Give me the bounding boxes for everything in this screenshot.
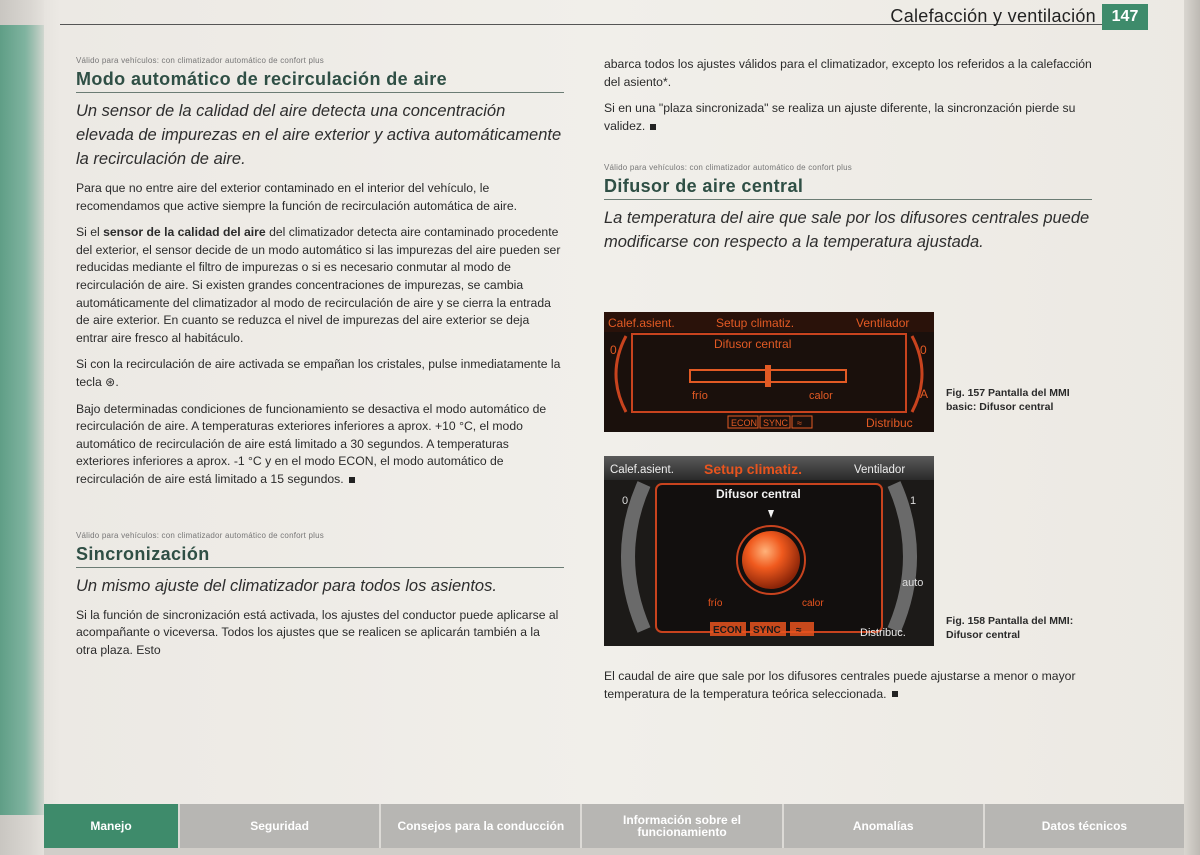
text-run: Si el: [76, 225, 104, 240]
econ-button-label: ECON: [713, 625, 742, 636]
body-paragraph: [604, 100, 1092, 135]
fan-mode: auto: [902, 577, 924, 589]
right-value: 0: [920, 343, 927, 357]
left-column: [76, 56, 564, 659]
left-value: 0: [622, 495, 629, 507]
label-cold: frío: [708, 598, 723, 609]
right-column: [604, 56, 1092, 254]
page-edge: [1184, 0, 1200, 855]
chapter-navigation: [44, 804, 1184, 848]
label-warm: calor: [802, 598, 824, 609]
figure-mmi-basic-screen: [604, 312, 934, 432]
section-title-recirculation: Modo automático de recirculación de aire: [76, 69, 564, 93]
validity-note: Válido para vehículos: con climatizador automático de confort plus: [76, 56, 324, 65]
end-of-section-mark: [650, 124, 656, 130]
page-bottom-edge: [44, 848, 1184, 855]
defrost-button-label: ≈: [796, 625, 802, 636]
sync-button-label: SYNC: [753, 625, 781, 636]
screen-title: Difusor central: [716, 487, 801, 501]
body-paragraph: [76, 401, 564, 489]
screen-title: Difusor central: [714, 337, 792, 351]
text-run: del climatizador detecta aire contaminado procedente del exterior, el sensor decide de un modo automático si las impurezas del aire pueden ser reducidas mediante el filtro de impurezas o si es necesario conmutar al modo de recirculación de aire. Si existen grandes concentraciones de impurezas, se cambia automáticamente del climatizador al modo de recirculación de aire y se cierra la entrada de aire exterior. En cuanto se reduzca el nivel de impurezas del aire exterior se deja entrar aire fresco al habitáculo.: [76, 225, 561, 345]
body-paragraph: [604, 668, 1080, 703]
defrost-button-label: ≈: [797, 418, 802, 428]
running-header: Calefacción y ventilación: [890, 6, 1096, 26]
lead-paragraph: Un mismo ajuste del climatizador para todos los asientos.: [76, 576, 497, 595]
body-paragraph: abarca todos los ajustes válidos para el climatizador, excepto los referidos a la calefacción del asiento*.: [604, 57, 1092, 89]
menu-item-fan: Ventilador: [856, 316, 910, 330]
lead-paragraph: La temperatura del aire que sale por los difusores centrales puede modificarse con respecto a la temperatura ajustada.: [604, 209, 1090, 252]
text-run: Bajo determinadas condiciones de funcionamiento se desactiva el modo automático de recirculación de aire. A temperaturas exteriores inferiores a aprox. +10 °C, el modo automático de recirculación de aire está limitado a 30 segundos. A temperaturas exteriores inferiores a aprox. -1 °C y en el modo ECON, el modo automático de recirculación de aire está limitado a 15 segundos.: [76, 401, 547, 486]
chapter-edge-marker: [0, 25, 44, 815]
validity-note: Válido para vehículos: con climatizador automático de confort plus: [76, 530, 324, 540]
menu-item-distribution: Distribuc: [866, 416, 913, 430]
menu-item-seat-heating: Calef.asient.: [608, 316, 675, 330]
tab-seguridad[interactable]: Seguridad: [180, 804, 381, 848]
right-bottom-value: A: [920, 387, 929, 401]
sync-button-label: SYNC: [763, 418, 789, 428]
validity-note: Válido para vehículos: con climatizador automático de confort plus: [604, 163, 852, 173]
section-title-central-vent: Difusor de aire central: [604, 176, 1092, 200]
bold-term: sensor de la calidad del aire: [103, 225, 266, 240]
figure-caption: Fig. 158 Pantalla del MMI: Difusor central: [946, 615, 1074, 641]
menu-item-setup: Setup climatiz.: [704, 461, 803, 477]
menu-item-distribution: Distribuc.: [860, 627, 906, 639]
menu-item-seat-heating: Calef.asient.: [610, 464, 674, 476]
end-of-section-mark: [349, 477, 355, 483]
label-cold: frío: [692, 390, 708, 402]
body-paragraph: Para que no entre aire del exterior contaminado en el interior del vehículo, le recomendamos que active siempre la función de recirculación automática de aire.: [76, 181, 518, 213]
figure-caption: Fig. 157 Pantalla del MMI basic: Difusor central: [946, 387, 1070, 413]
right-value: 1: [910, 495, 917, 507]
econ-button-label: ECON: [731, 418, 758, 428]
menu-item-fan: Ventilador: [854, 464, 906, 476]
tab-manejo[interactable]: Manejo: [44, 804, 180, 848]
temperature-knob[interactable]: [742, 531, 800, 589]
tab-informacion[interactable]: Información sobre el funcionamiento: [582, 804, 783, 848]
text-run: El caudal de aire que sale por los difusores centrales puede ajustarse a menor o mayor temperatura de la temperatura teórica seleccionada.: [604, 669, 1076, 701]
temp-slider-thumb[interactable]: [765, 365, 771, 387]
mmi-display: [604, 456, 934, 646]
text-run: Si en una "plaza sincronizada" se realiza un ajuste diferente, la sincronzación pierde su validez.: [604, 101, 1076, 133]
body-paragraph: Si con la recirculación de aire activada se empañan los cristales, pulse inmediatamente la tecla ⊛.: [76, 357, 561, 389]
page-number: 147: [1102, 4, 1148, 30]
tab-anomalias[interactable]: Anomalías: [784, 804, 985, 848]
menu-item-setup: Setup climatiz.: [716, 316, 795, 330]
defrost-button[interactable]: [790, 622, 814, 636]
mmi-basic-display: [604, 312, 934, 432]
left-value: 0: [610, 343, 617, 357]
body-paragraph: [76, 224, 564, 347]
body-paragraph: Si la función de sincronización está activada, los ajustes del conductor puede aplicarse al acompañante o viceversa. Todos los ajustes que se realicen se aplicarán también a la otra plaza. Esto: [76, 607, 559, 657]
figure-mmi-screen: [604, 456, 934, 646]
tab-consejos[interactable]: Consejos para la conducción: [381, 804, 582, 848]
right-column-bottom: [604, 668, 1080, 703]
tab-datos-tecnicos[interactable]: Datos técnicos: [1041, 819, 1128, 833]
section-title-sync: Sincronización: [76, 544, 564, 568]
lead-paragraph: Un sensor de la calidad del aire detecta una concentración elevada de impurezas en el aire exterior y activa automáticamente la recirculación de aire.: [76, 102, 562, 168]
label-warm: calor: [809, 390, 833, 402]
end-of-section-mark: [892, 691, 898, 697]
